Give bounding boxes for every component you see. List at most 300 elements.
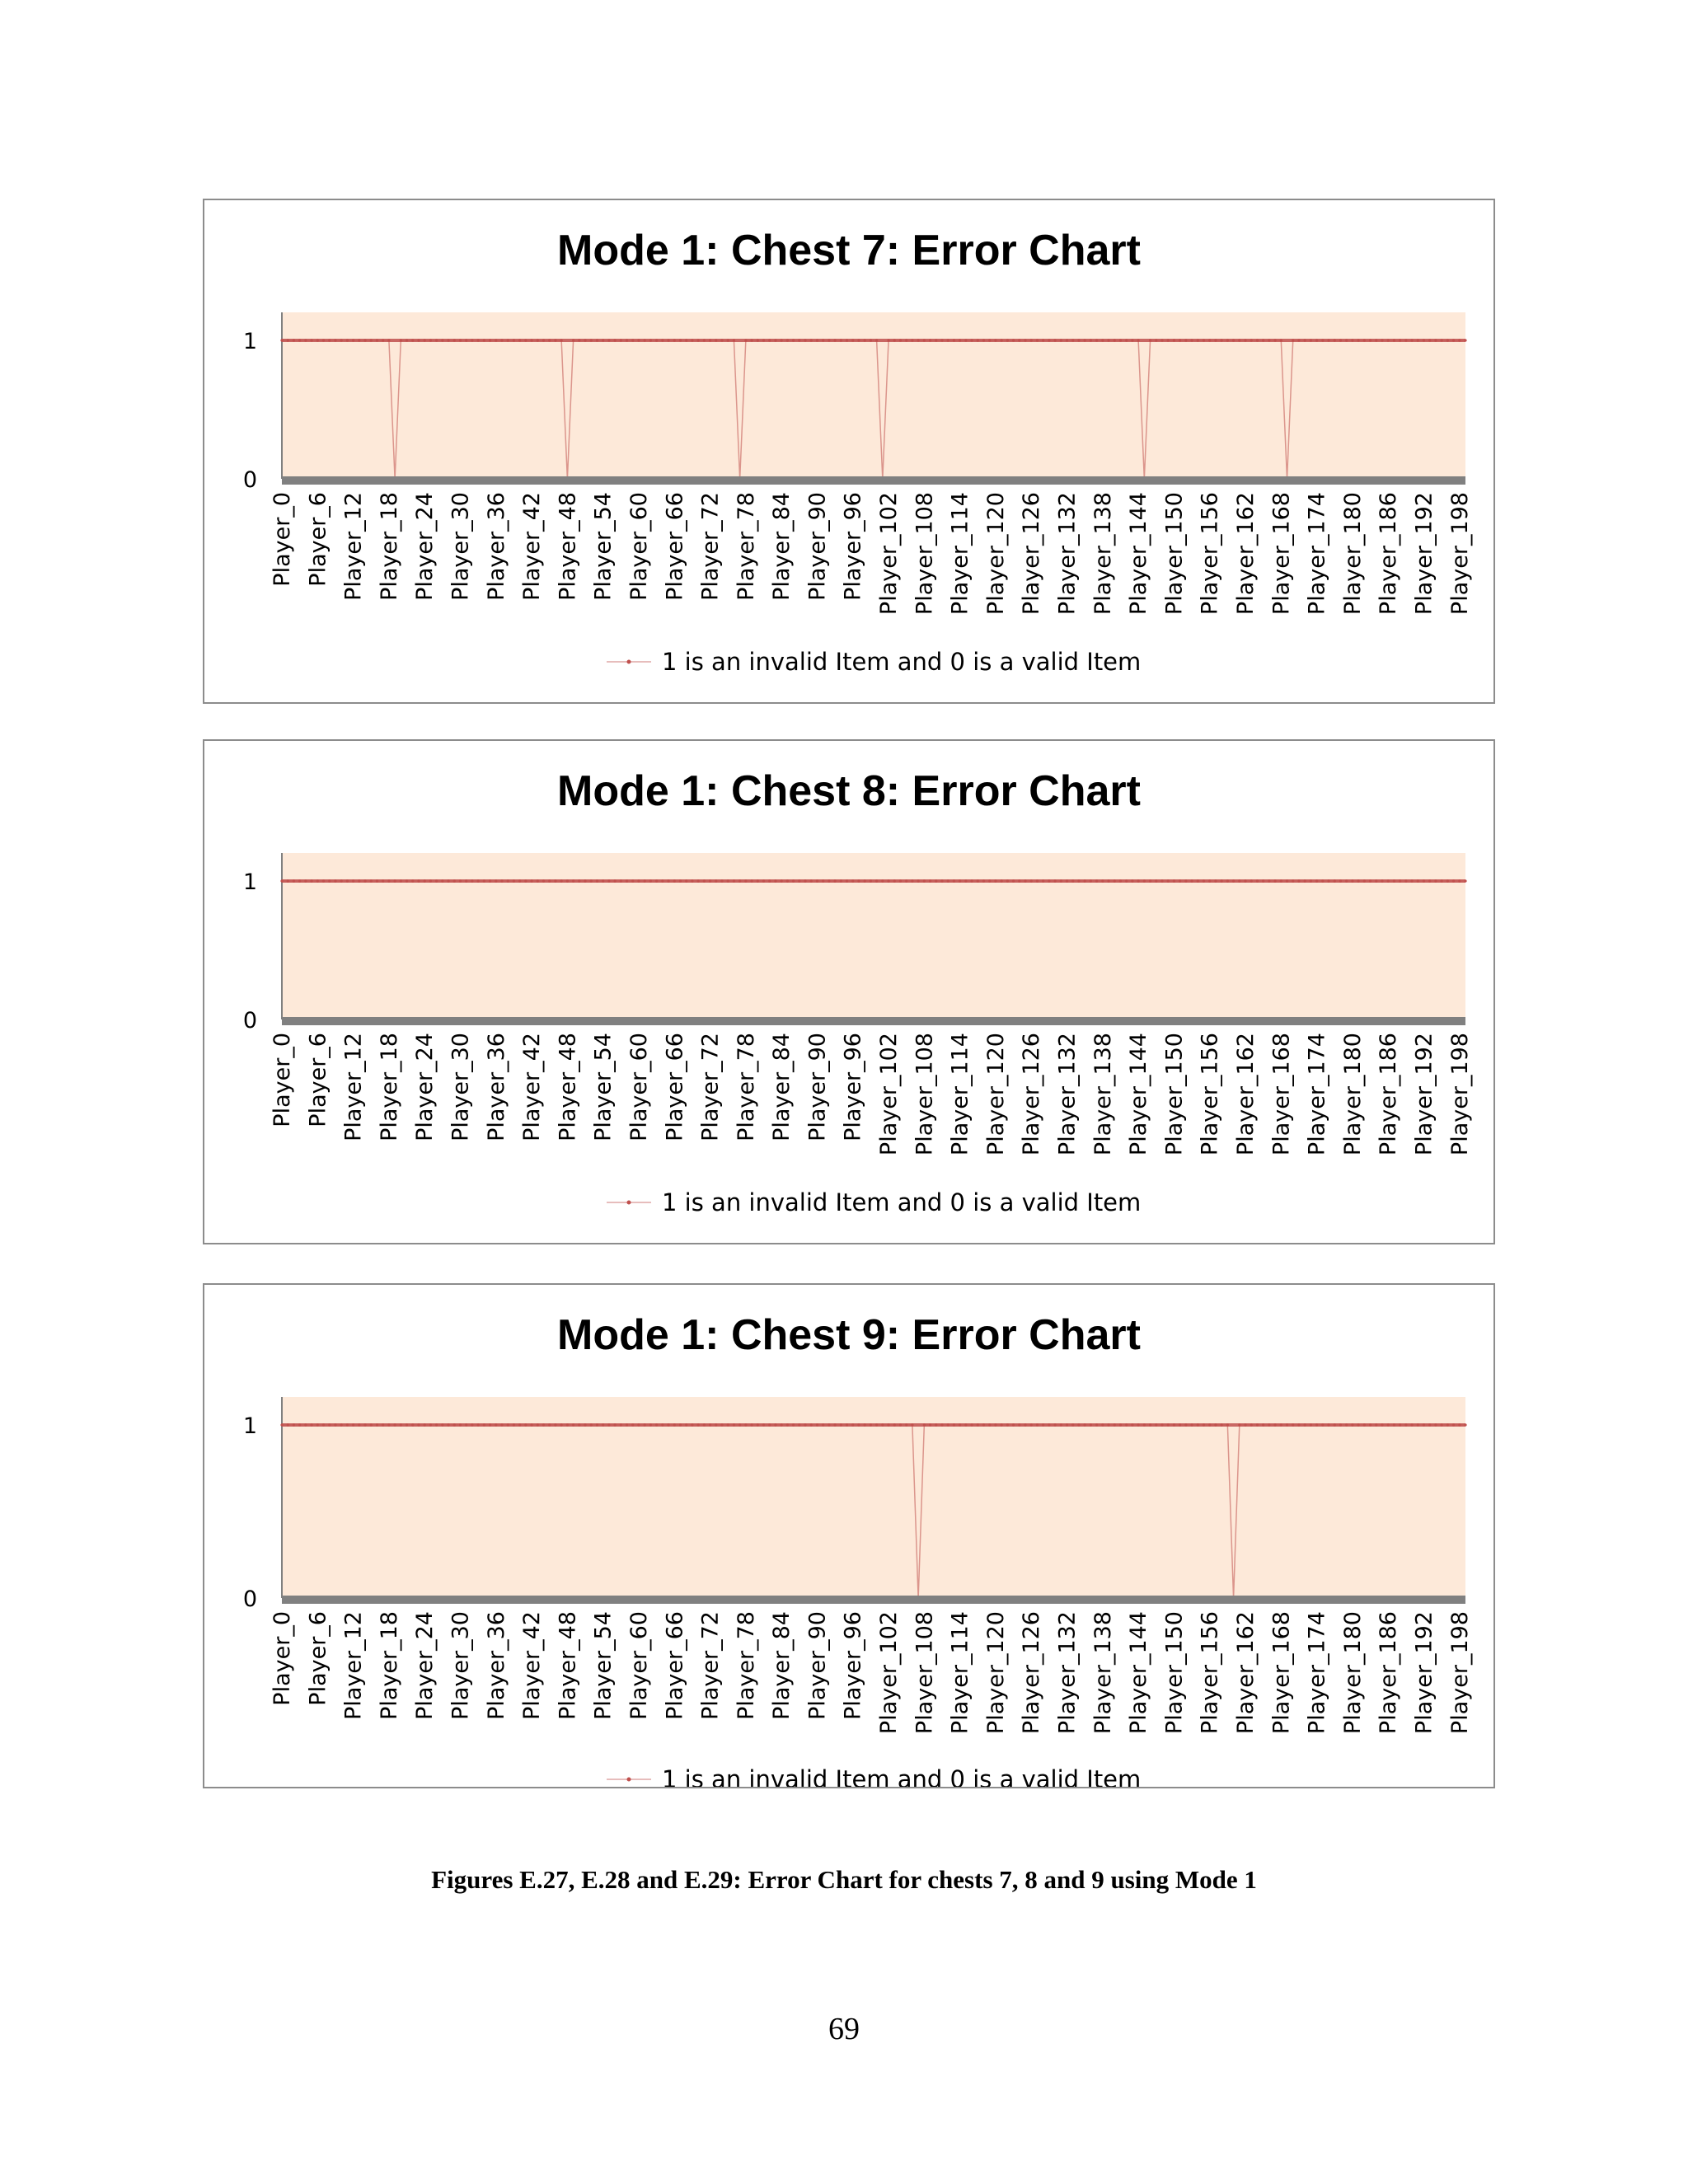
data-point [322,339,325,341]
data-point [959,339,961,341]
data-point [537,879,539,882]
x-tick-label: Player_96 [840,1033,866,1141]
x-tick-label: Player_18 [376,1033,402,1141]
data-point [465,339,467,341]
data-point [465,879,467,882]
data-point [953,879,955,882]
data-point [893,1423,896,1426]
data-point [578,1423,580,1426]
data-point [1001,339,1003,341]
data-point [1024,1423,1026,1426]
data-point [376,1423,378,1426]
data-point [513,1423,515,1426]
data-point [280,879,283,882]
x-axis [282,1017,1465,1025]
data-point [1286,879,1288,882]
data-point [655,1423,658,1426]
x-tick-label: Player_90 [804,1033,831,1141]
data-point [578,339,580,341]
data-point [810,339,813,341]
data-point [614,1423,617,1426]
data-point [1304,879,1306,882]
data-point [1018,339,1020,341]
data-point [1179,1423,1181,1426]
data-point [1327,1423,1329,1426]
data-point [929,339,931,341]
x-tick-label: Player_0 [270,1611,295,1706]
data-point [691,1423,693,1426]
data-point [828,879,830,882]
data-point [1066,339,1068,341]
data-point [649,1423,652,1426]
data-point [1268,1423,1270,1426]
data-point [287,1423,289,1426]
data-point [500,879,503,882]
x-tick-label: Player_162 [1233,492,1259,616]
data-point [334,879,336,882]
data-point [1339,339,1342,341]
x-tick-label: Player_96 [840,492,866,601]
data-point [560,879,563,882]
data-point [857,879,860,882]
data-point [911,879,913,882]
x-tick-label: Player_102 [876,1033,903,1156]
data-point [1226,879,1229,882]
x-tick-label: Player_144 [1126,1033,1152,1156]
data-point [1221,879,1223,882]
data-point [1404,339,1407,341]
data-point [1077,1423,1080,1426]
data-point [1410,879,1413,882]
data-point [298,1423,301,1426]
x-tick-label: Player_48 [555,492,581,601]
data-point [1053,339,1056,341]
data-point [1119,1423,1122,1426]
data-point [994,1423,996,1426]
data-point [1173,1423,1175,1426]
data-point [1173,879,1175,882]
data-point [786,339,789,341]
x-tick-label: Player_78 [733,1033,759,1141]
data-point [542,1423,545,1426]
data-point [750,879,753,882]
data-point [1084,1423,1086,1426]
data-point [411,339,414,341]
data-point [489,339,491,341]
data-point [424,879,426,882]
data-point [1048,1423,1050,1426]
data-point [905,1423,907,1426]
data-point [1012,879,1015,882]
data-point [774,339,776,341]
x-tick-label: Player_66 [662,1033,688,1141]
data-point [1203,1423,1205,1426]
data-point [685,339,687,341]
data-point [387,339,390,341]
data-point [1351,879,1353,882]
data-point [328,1423,331,1426]
data-point [566,879,569,882]
data-point [1238,1423,1240,1426]
x-tick-label: Player_42 [519,1033,546,1141]
data-point [596,1423,598,1426]
data-point [424,339,426,341]
data-point [1404,1423,1407,1426]
x-tick-label: Player_102 [876,492,903,616]
data-point [757,879,759,882]
data-point [620,339,622,341]
x-tick-label: Player_126 [1019,491,1045,616]
data-point [822,1423,824,1426]
data-point [376,879,378,882]
data-point [1071,339,1074,341]
data-point [1119,879,1122,882]
data-point [982,339,985,341]
data-point [435,339,438,341]
data-point [644,339,646,341]
data-point [1155,1423,1157,1426]
data-point [370,1423,373,1426]
data-point [441,339,443,341]
data-point [1452,339,1455,341]
data-point [679,339,682,341]
data-point [1238,339,1240,341]
data-point [298,879,301,882]
data-point [953,1423,955,1426]
data-point [720,879,723,882]
x-tick-label: Player_54 [590,1611,617,1720]
x-tick-label: Player_108 [912,492,938,616]
data-point [358,1423,360,1426]
data-point [953,339,955,341]
data-point [363,879,366,882]
data-point [1262,879,1264,882]
data-point [1167,879,1170,882]
data-point [459,1423,462,1426]
data-point [1114,879,1116,882]
data-point [744,1423,747,1426]
data-point [1155,339,1157,341]
data-point [1160,1423,1163,1426]
data-point [1458,1423,1461,1426]
figure-caption: Figures E.27, E.28 and E.29: Error Chart for chests 7, 8 and 9 using Mode 1 [431,1865,1257,1894]
data-point [1404,879,1407,882]
y-tick-label: 1 [242,869,257,895]
x-tick-label: Player_24 [412,492,438,601]
data-point [1131,879,1133,882]
data-point [786,879,789,882]
data-point [513,879,515,882]
data-point [804,1423,806,1426]
data-point [994,879,996,882]
data-point [1387,1423,1390,1426]
x-tick-label: Player_102 [876,1611,903,1735]
data-point [1006,879,1009,882]
data-point [352,879,354,882]
data-point [1203,879,1205,882]
data-point [1095,339,1098,341]
legend [607,1765,1141,1787]
data-point [1071,1423,1074,1426]
x-tick-label: Player_12 [340,492,367,601]
data-point [1250,339,1253,341]
data-point [495,339,497,341]
data-point [1090,339,1092,341]
x-tick-label: Player_24 [412,1611,438,1720]
data-point [548,1423,551,1426]
chart-svg [204,200,1493,702]
data-point [1221,339,1223,341]
data-point [298,339,301,341]
legend-marker-icon [627,660,631,664]
data-point [1387,879,1390,882]
data-point [1381,1423,1383,1426]
data-point [870,879,872,882]
chart-title: Mode 1: Chest 8: Error Chart [557,767,1141,815]
data-point [851,879,854,882]
data-point [893,339,896,341]
data-point [673,879,676,882]
data-point [911,339,913,341]
data-point [810,1423,813,1426]
data-point [376,339,378,341]
data-point [620,1423,622,1426]
data-point [833,339,836,341]
data-point [1273,879,1276,882]
data-point [1208,339,1211,341]
data-point [822,879,824,882]
data-point [394,1423,396,1426]
data-point [1256,339,1259,341]
data-point [947,1423,950,1426]
data-point [1143,1423,1146,1426]
data-point [691,339,693,341]
data-point [1315,879,1318,882]
x-tick-label: Player_18 [376,1611,402,1720]
data-point [1060,1423,1062,1426]
data-point [602,879,604,882]
data-point [1101,879,1104,882]
data-point [1137,1423,1140,1426]
data-point [346,879,349,882]
data-point [750,339,753,341]
x-tick-label: Player_120 [982,492,1009,616]
data-point [1244,879,1246,882]
x-tick-label: Player_198 [1447,492,1473,616]
data-point [489,1423,491,1426]
data-point [881,879,884,882]
data-point [1184,1423,1187,1426]
data-point [370,339,373,341]
data-point [840,339,842,341]
x-tick-label: Player_0 [270,492,295,587]
x-tick-label: Player_186 [1376,492,1402,616]
data-point [614,339,617,341]
data-point [947,879,950,882]
data-point [804,879,806,882]
data-point [1441,339,1443,341]
x-tick-label: Player_162 [1233,1033,1259,1156]
data-point [406,879,408,882]
x-tick-label: Player_18 [376,492,402,601]
data-point [667,879,669,882]
data-point [1292,1423,1294,1426]
data-point [1077,879,1080,882]
data-point [280,1423,283,1426]
data-point [1197,339,1199,341]
data-point [959,879,961,882]
data-point [1042,1423,1044,1426]
data-point [334,339,336,341]
data-point [935,339,937,341]
data-point [483,879,485,882]
data-point [1018,1423,1020,1426]
data-point [1357,1423,1360,1426]
data-point [614,879,617,882]
data-point [1012,339,1015,341]
data-point [964,1423,967,1426]
data-point [328,879,331,882]
data-point [1244,1423,1246,1426]
data-point [881,1423,884,1426]
data-point [1375,879,1377,882]
data-point [697,339,700,341]
x-tick-label: Player_168 [1268,1033,1295,1156]
data-point [400,1423,402,1426]
x-tick-label: Player_66 [662,1611,688,1720]
data-point [1434,879,1437,882]
data-point [542,339,545,341]
data-point [626,1423,628,1426]
data-point [970,1423,973,1426]
data-point [762,1423,765,1426]
data-point [429,1423,432,1426]
data-point [495,1423,497,1426]
x-tick-label: Player_54 [590,1033,617,1141]
data-point [293,1423,295,1426]
data-point [631,339,634,341]
data-point [1399,1423,1401,1426]
data-point [1297,339,1300,341]
y-tick-label: 0 [242,467,257,493]
x-tick-label: Player_42 [519,492,546,601]
data-point [316,879,319,882]
data-point [447,879,449,882]
data-point [911,1423,913,1426]
data-point [905,339,907,341]
data-point [358,339,360,341]
data-point [1273,1423,1276,1426]
data-point [864,1423,866,1426]
data-point [1321,339,1324,341]
x-tick-label: Player_12 [340,1611,367,1720]
data-point [977,1423,979,1426]
x-tick-label: Player_150 [1161,1033,1188,1156]
data-point [709,1423,711,1426]
data-point [762,339,765,341]
data-point [1149,1423,1151,1426]
data-point [720,1423,723,1426]
data-point [542,879,545,882]
legend-label: 1 is an invalid Item and 0 is a valid Item [662,1765,1142,1787]
data-point [875,339,878,341]
data-point [1363,1423,1366,1426]
data-point [1447,1423,1449,1426]
plot-area [282,1397,1465,1598]
x-tick-label: Player_162 [1233,1611,1259,1735]
data-point [483,339,485,341]
x-tick-label: Player_198 [1447,1033,1473,1156]
data-point [1363,339,1366,341]
data-point [631,1423,634,1426]
data-point [774,1423,776,1426]
x-tick-label: Player_6 [305,1611,331,1706]
data-point [1428,879,1431,882]
data-point [1095,879,1098,882]
data-point [703,1423,706,1426]
data-point [340,879,343,882]
data-point [1012,1423,1015,1426]
data-point [1339,879,1342,882]
data-point [1304,1423,1306,1426]
x-tick-label: Player_186 [1376,1611,1402,1735]
x-tick-label: Player_168 [1268,492,1295,616]
data-point [1214,879,1217,882]
chart-title: Mode 1: Chest 7: Error Chart [557,227,1141,274]
data-point [382,879,384,882]
data-point [1286,1423,1288,1426]
data-point [382,1423,384,1426]
data-point [1119,339,1122,341]
x-tick-label: Player_66 [662,492,688,601]
data-point [631,879,634,882]
data-point [537,1423,539,1426]
data-point [1042,339,1044,341]
data-point [1167,1423,1170,1426]
data-point [346,339,349,341]
data-point [352,1423,354,1426]
data-point [1268,339,1270,341]
data-point [887,1423,889,1426]
data-point [923,1423,926,1426]
data-point [792,1423,795,1426]
data-point [1351,339,1353,341]
data-point [596,339,598,341]
data-point [697,1423,700,1426]
x-tick-label: Player_108 [912,1611,938,1735]
x-tick-label: Player_72 [697,1033,724,1141]
data-point [846,1423,848,1426]
data-point [1273,339,1276,341]
x-tick-label: Player_90 [804,1611,831,1720]
data-point [988,339,991,341]
data-point [1048,879,1050,882]
data-point [584,339,586,341]
data-point [477,1423,480,1426]
data-point [816,879,818,882]
data-point [798,879,800,882]
data-point [363,1423,366,1426]
x-tick-label: Player_42 [519,1611,546,1720]
x-tick-label: Player_96 [840,1611,866,1720]
data-point [1048,339,1050,341]
data-point [947,339,950,341]
data-point [1399,879,1401,882]
data-point [477,879,480,882]
data-point [864,879,866,882]
data-point [1458,879,1461,882]
data-point [406,1423,408,1426]
